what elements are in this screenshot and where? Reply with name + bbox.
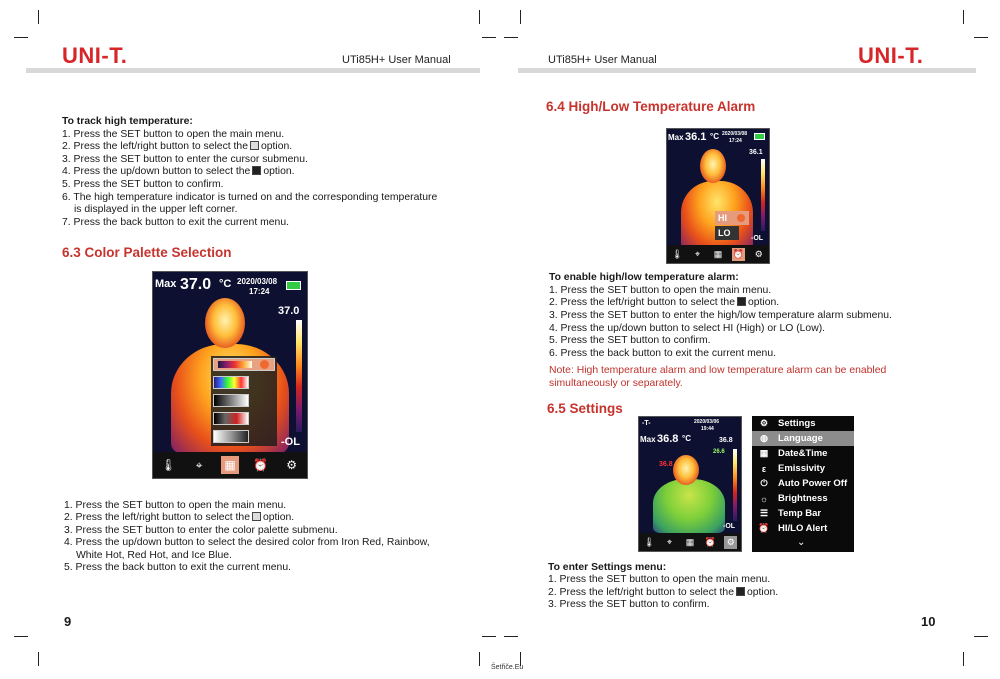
header-divider-right <box>518 68 976 73</box>
crop-mark <box>482 636 496 637</box>
palette-step-2: 2. Press the left/right button to select the option. <box>64 512 295 523</box>
track-step-6: 6. The high temperature indicator is turned on and the corresponding temperature <box>62 192 438 203</box>
crop-mark <box>482 37 496 38</box>
manual-title-left: UTi85H+ User Manual <box>342 54 451 66</box>
thermal-head <box>673 455 699 485</box>
page-number-right: 10 <box>921 614 936 629</box>
chevron-down-icon[interactable]: ⌄ <box>797 537 806 548</box>
calendar-icon: ▦ <box>759 448 769 458</box>
gear-icon: ⚙ <box>759 418 769 428</box>
alarm-title: To enable high/low temperature alarm: <box>549 272 739 283</box>
crop-mark <box>479 10 480 24</box>
track-title: To track high temperature: <box>62 116 193 127</box>
battery-icon <box>754 133 765 140</box>
settings-item-brightness[interactable]: ☼ Brightness <box>759 493 828 504</box>
manual-title-right: UTi85H+ User Manual <box>548 54 657 66</box>
settings-step-3: 3. Press the SET button to confirm. <box>548 599 710 610</box>
settings-item-language[interactable]: ◍ Language <box>752 431 854 446</box>
palette-submenu[interactable] <box>211 356 277 446</box>
cursor-icon[interactable]: ⌖ <box>195 457 203 472</box>
lo-label: LO <box>718 228 731 238</box>
alarm-screen-image <box>666 128 770 264</box>
section-6-4-title: 6.4 High/Low Temperature Alarm <box>546 99 756 114</box>
bottom-menu-bar <box>667 245 769 263</box>
scale-top-value: 37.0 <box>278 305 300 317</box>
alarm-step-3: 3. Press the SET button to enter the high/low temperature alarm submenu. <box>549 310 892 321</box>
screen-date: 2020/03/08 <box>722 131 748 137</box>
track-step-4: 4. Press the up/down button to select the option. <box>62 166 295 177</box>
track-step-1: 1. Press the SET button to open the main menu. <box>62 129 285 140</box>
alarm-icon: ⏰ <box>758 523 770 533</box>
screen-date: 2020/03/08 <box>237 277 278 286</box>
palette-option-icon <box>252 512 261 521</box>
epsilon-icon: ε <box>761 463 767 474</box>
sun-icon: ☼ <box>759 493 769 504</box>
alarm-note-line-1: Note: High temperature alarm and low temperature alarm can be enabled <box>549 365 887 376</box>
crop-mark <box>963 10 964 24</box>
cursor-icon[interactable]: ⌖ <box>695 248 701 259</box>
gear-icon[interactable]: ⚙ <box>724 536 737 549</box>
thermal-body <box>653 479 725 533</box>
palette-step-4-cont: White Hot, Red Hot, and Ice Blue. <box>76 550 232 561</box>
gear-icon[interactable]: ⚙ <box>286 458 297 472</box>
thermometer-icon[interactable]: 🌡 <box>160 458 176 472</box>
alarm-icon[interactable]: ⏰ <box>732 248 744 259</box>
thermal-head <box>205 298 245 348</box>
iron-red-swatch <box>218 361 252 368</box>
crop-mark <box>974 37 988 38</box>
thermometer-icon[interactable]: 🌡 <box>643 536 655 547</box>
palette-step-3: 3. Press the SET button to enter the color palette submenu. <box>64 525 338 536</box>
power-icon: ⏻ <box>760 478 768 488</box>
screen-max-label: Max <box>155 278 177 290</box>
settings-menu-screen <box>752 416 854 552</box>
scale-mid-value: 26.6 <box>713 449 725 455</box>
section-6-5-title: 6.5 Settings <box>547 401 623 416</box>
scale-bottom-value: -OL <box>751 235 764 242</box>
palette-icon[interactable]: ▦ <box>685 536 695 547</box>
screen-unit: °C <box>219 278 232 290</box>
hi-alarm-option[interactable] <box>715 211 749 225</box>
crop-mark <box>14 636 28 637</box>
thermometer-icon[interactable]: 🌡 <box>671 248 683 259</box>
screen-time: 19:44 <box>701 426 714 432</box>
alarm-note-line-2: simultaneously or separately. <box>549 378 683 389</box>
battery-icon <box>286 281 301 290</box>
track-step-3: 3. Press the SET button to enter the cursor submenu. <box>62 154 308 165</box>
crop-mark <box>38 652 39 666</box>
cursor-icon[interactable]: ⌖ <box>667 536 673 547</box>
track-step-5: 5. Press the SET button to confirm. <box>62 179 224 190</box>
hi-label: HI <box>718 213 727 223</box>
selected-dot-icon <box>260 360 269 369</box>
header-divider-left <box>26 68 480 73</box>
alarm-option-icon <box>737 297 746 306</box>
settings-item-date-time[interactable]: ▦ Date&Time <box>759 448 828 459</box>
globe-icon: ◍ <box>760 433 768 443</box>
alarm-step-1: 1. Press the SET button to open the main menu. <box>549 285 772 296</box>
track-step-6-cont: is displayed in the upper left corner. <box>74 204 238 215</box>
tempbar-icon: ☰ <box>759 508 769 518</box>
screen-max-label: Max <box>668 133 684 142</box>
alarm-step-6: 6. Press the back button to exit the current menu. <box>549 348 776 359</box>
screen-time: 17:24 <box>729 138 742 144</box>
thermal-head <box>700 149 726 183</box>
crop-mark <box>504 37 518 38</box>
palette-step-4: 4. Press the up/down button to select the desired color from Iron Red, Rainbow, <box>64 537 430 548</box>
crop-mark <box>974 636 988 637</box>
crop-mark <box>963 652 964 666</box>
track-step-7: 7. Press the back button to exit the current menu. <box>62 217 289 228</box>
center-cursor-icon: -T- <box>642 420 651 427</box>
alarm-icon[interactable]: ⏰ <box>704 536 716 547</box>
crop-mark <box>479 652 480 666</box>
settings-step-2: 2. Press the left/right button to select the option. <box>548 587 779 598</box>
crop-mark <box>14 37 28 38</box>
palette-ice-blue[interactable] <box>213 430 249 443</box>
scale-bottom-value: -OL <box>723 523 736 530</box>
screen-unit: °C <box>682 434 691 443</box>
settings-step-1: 1. Press the SET button to open the main menu. <box>548 574 771 585</box>
palette-icon[interactable]: ▦ <box>221 456 239 474</box>
page-number-left: 9 <box>64 614 72 629</box>
screen-max-value: 36.1 <box>685 131 707 143</box>
hot-spot-label: 36.8 <box>659 461 673 468</box>
brand-logo-right: UNI-T. <box>858 43 924 68</box>
scale-top-value: 36.1 <box>749 149 763 156</box>
screen-max-value: 37.0 <box>180 276 212 293</box>
scale-bottom-value: -OL <box>281 436 300 448</box>
settings-screen-image <box>638 416 742 552</box>
screen-time: 17:24 <box>249 287 270 296</box>
settings-item-auto-power-off[interactable]: ⏻ Auto Power Off <box>752 476 854 491</box>
brand-logo-left: UNI-T. <box>62 43 128 68</box>
palette-step-5: 5. Press the back button to exit the current menu. <box>64 562 291 573</box>
track-step-2: 2. Press the left/right button to select the option. <box>62 141 293 152</box>
palette-iron-red-selected[interactable] <box>213 358 275 371</box>
crop-mark <box>504 636 518 637</box>
alarm-step-4: 4. Press the up/down button to select HI (High) or LO (Low). <box>549 323 826 334</box>
settings-option-icon <box>736 587 745 596</box>
high-temp-indicator-icon <box>252 166 261 175</box>
palette-rainbow[interactable] <box>213 376 249 389</box>
section-6-3-title: 6.3 Color Palette Selection <box>62 245 232 260</box>
temperature-scale-bar <box>733 449 737 521</box>
screen-max-label: Max <box>640 435 656 444</box>
screen-date: 2020/03/06 <box>694 419 720 425</box>
screen-max-value: 36.8 <box>657 433 679 445</box>
settings-item-emissivity[interactable]: ε Emissivity <box>752 461 854 476</box>
temperature-scale-bar <box>761 159 765 231</box>
settings-item-temp-bar[interactable]: ☰ Temp Bar <box>759 508 822 519</box>
palette-screen-image <box>152 271 308 479</box>
lo-alarm-option[interactable] <box>715 226 739 240</box>
temperature-scale-bar <box>296 320 302 432</box>
toggle-dot-icon <box>737 214 745 222</box>
palette-white-hot[interactable] <box>213 394 249 407</box>
settings-title: To enter Settings menu: <box>548 562 667 573</box>
watermark: Šetřiče.Eu <box>491 664 524 671</box>
alarm-step-2: 2. Press the left/right button to select the option. <box>549 297 780 308</box>
cursor-option-icon <box>250 141 259 150</box>
crop-mark <box>520 10 521 24</box>
bottom-menu-bar <box>153 452 307 478</box>
crop-mark <box>38 10 39 24</box>
bottom-menu-bar <box>639 533 741 551</box>
palette-red-hot[interactable] <box>213 412 249 425</box>
palette-icon[interactable]: ▦ <box>713 248 723 259</box>
gear-icon[interactable]: ⚙ <box>754 248 763 259</box>
settings-item-hi-lo-alert[interactable]: ⏰ HI/LO Alert <box>758 523 828 534</box>
settings-menu-header: ⚙ Settings <box>759 418 816 429</box>
alarm-step-5: 5. Press the SET button to confirm. <box>549 335 711 346</box>
alarm-icon[interactable]: ⏰ <box>253 458 269 472</box>
screen-unit: °C <box>710 132 719 141</box>
palette-step-1: 1. Press the SET button to open the main menu. <box>64 500 287 511</box>
scale-top-value: 36.8 <box>719 437 733 444</box>
